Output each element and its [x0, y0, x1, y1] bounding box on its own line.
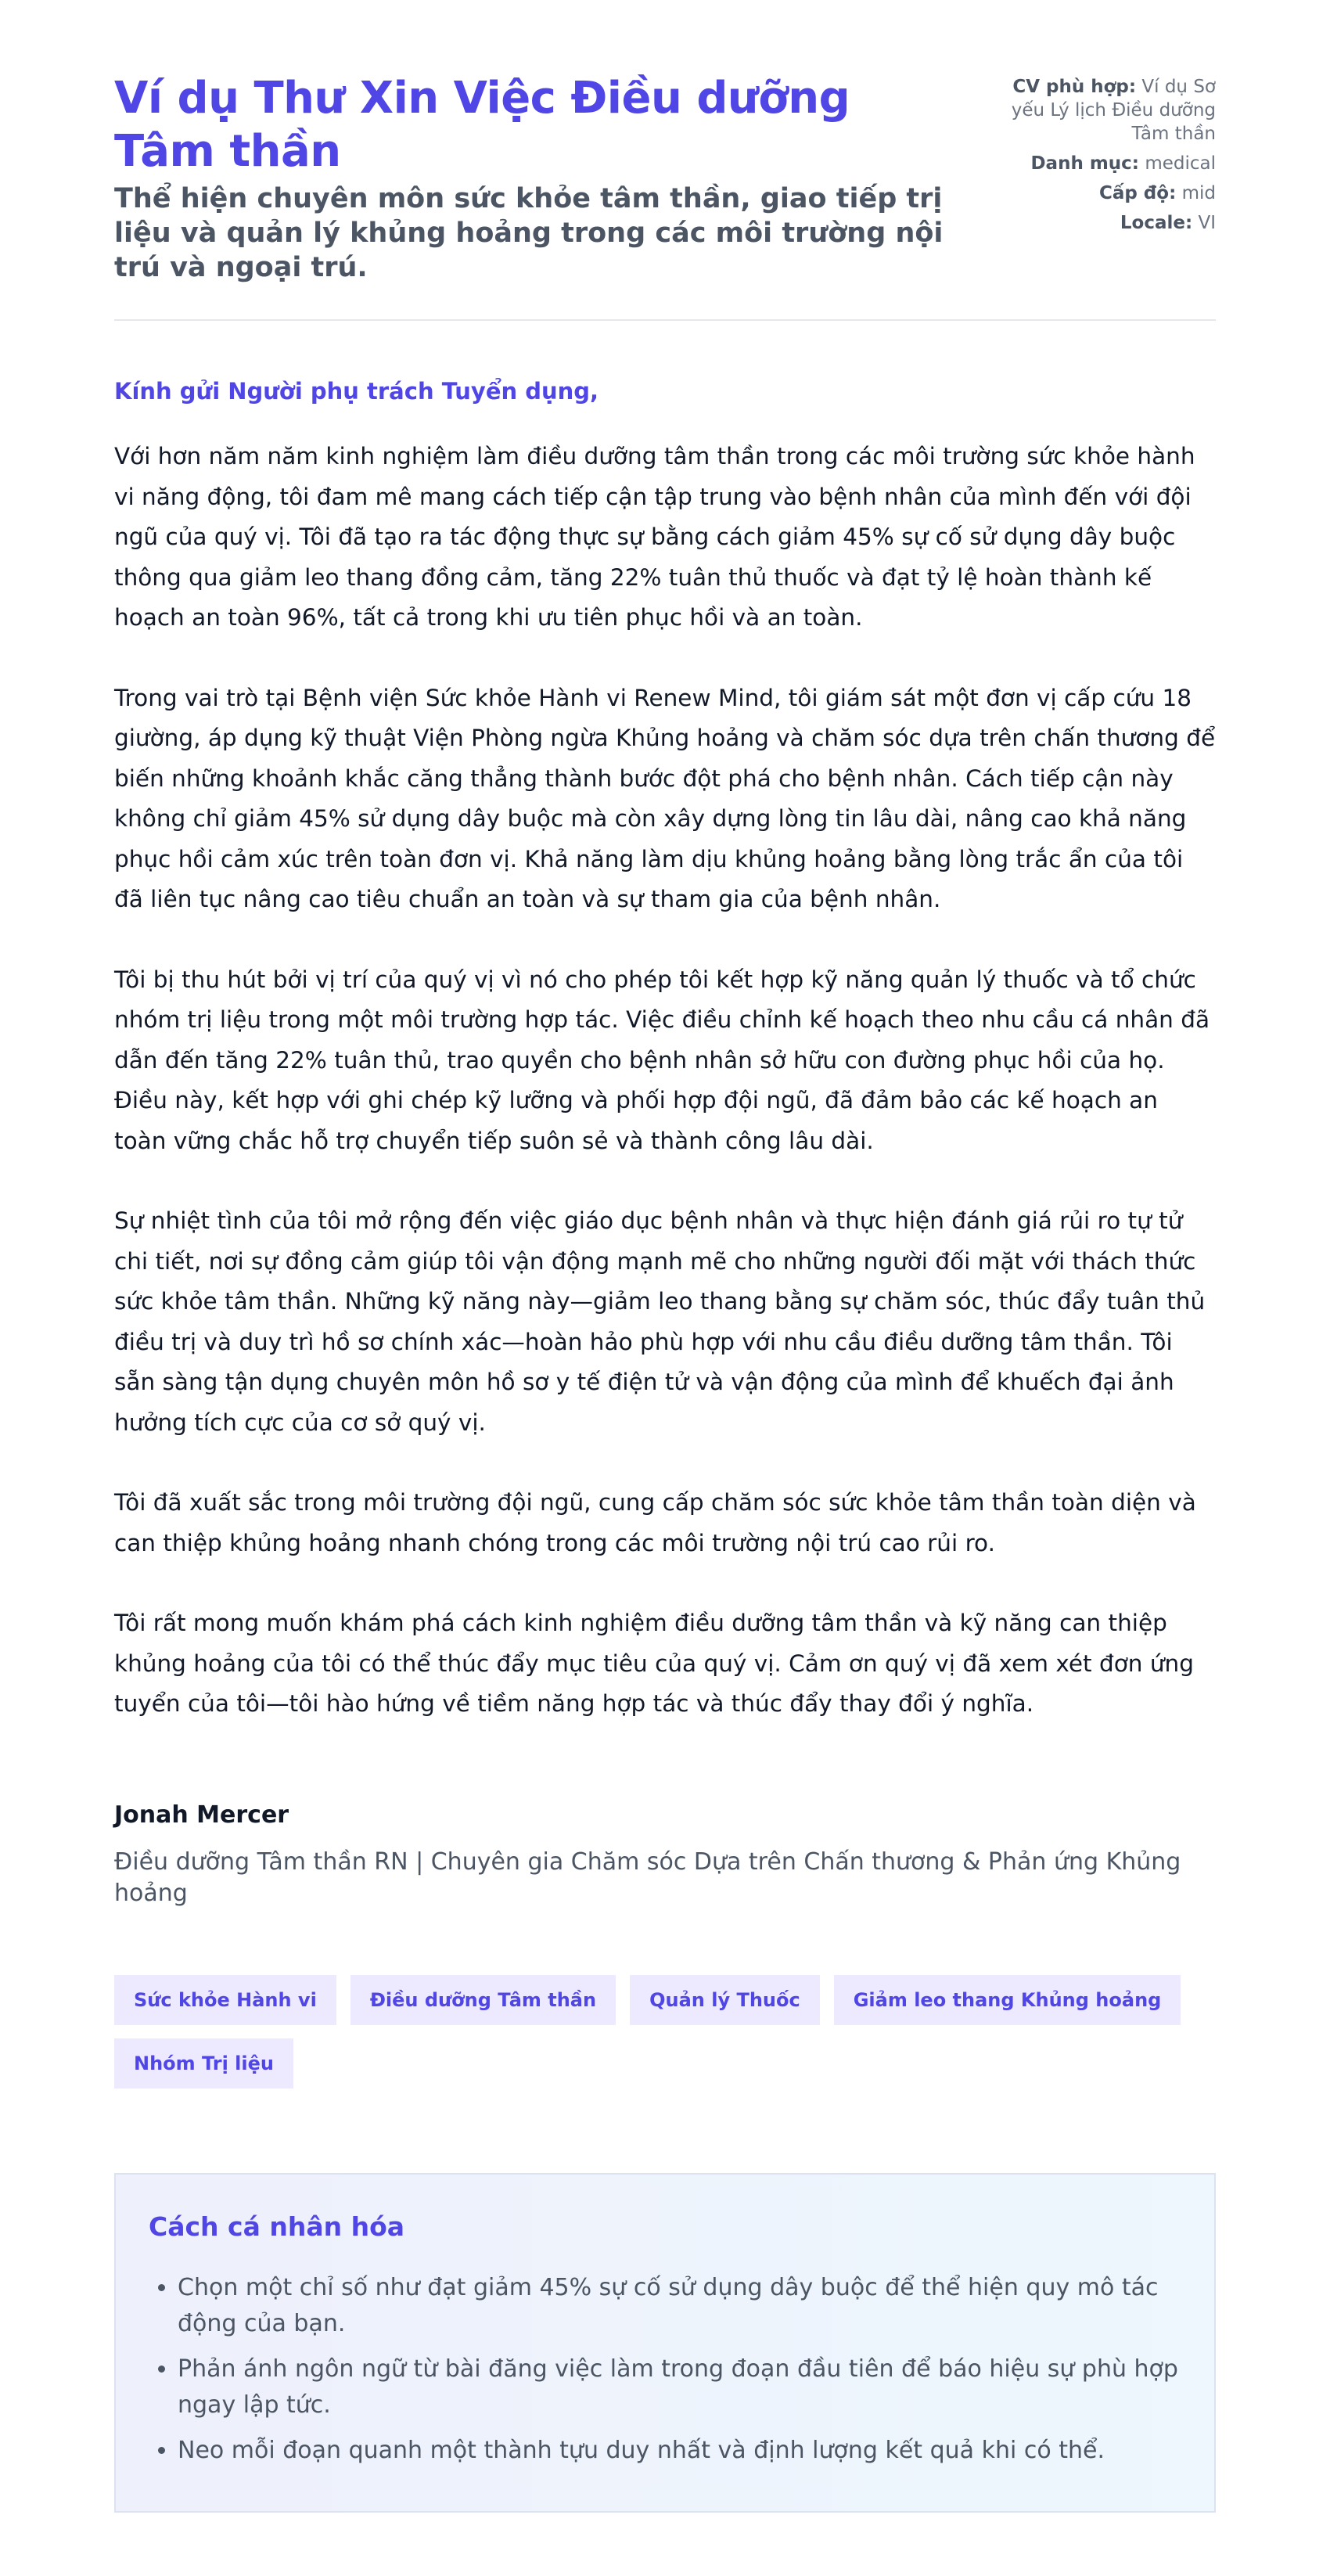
tip-item: • Chọn một chỉ số như đạt giảm 45% sự cố sử dụng dây buộc để thể hiện quy mô tác động của bạn.: [178, 2270, 1181, 2342]
meta-locale-label: Locale:: [1120, 213, 1193, 233]
page-title: Ví dụ Thư Xin Việc Điều dưỡng Tâm thần: [114, 73, 850, 177]
meta-category-label: Danh mục:: [1030, 153, 1139, 174]
meta-level-value: mid: [1181, 183, 1216, 203]
letter-paragraph: Với hơn năm năm kinh nghiệm làm điều dưỡng tâm thần trong các môi trường sức khỏe hành vi năng động, tôi đam mê mang cách tiếp cận tập trung vào bệnh nhân của mình đến với đội ngũ của quý vị. Tôi đã tạo ra tác động thực sự bằng cách giảm 45% sự cố sử dụng dây buộc thông qua giảm leo thang đồng cảm, tăng 22% tuân thủ thuốc và đạt tỷ lệ hoàn thành kế hoạch an toàn 96%, tất cả trong khi ưu tiên phục hồi và an toàn.: [114, 443, 1195, 631]
meta-cv: [981, 75, 1216, 146]
signature-block: [114, 1800, 1216, 1909]
signature-name: Jonah Mercer: [114, 1801, 289, 1829]
skill-tag[interactable]: Giảm leo thang Khủng hoảng: [834, 1975, 1181, 2025]
page-subtitle: Thể hiện chuyên môn sức khỏe tâm thần, giao tiếp trị liệu và quản lý khủng hoảng trong các môi trường nội trú và ngoại trú.: [114, 183, 944, 283]
letter-paragraph: Tôi bị thu hút bởi vị trí của quý vị vì nó cho phép tôi kết hợp kỹ năng quản lý thuốc và tổ chức nhóm trị liệu trong một môi trường hợp tác. Việc điều chỉnh kế hoạch theo nhu cầu cá nhân đã dẫn đến tăng 22% tuân thủ, trao quyền cho bệnh nhân sở hữu con đường phục hồi của họ. Điều này, kết hợp với ghi chép kỹ lưỡng và phối hợp đội ngũ, đã đảm bảo các kế hoạch an toàn vững chắc hỗ trợ chuyển tiếp suôn sẻ và thành công lâu dài.: [114, 966, 1210, 1154]
letter-greeting: Kính gửi Người phụ trách Tuyển dụng,: [114, 378, 599, 405]
skill-tag[interactable]: Điều dưỡng Tâm thần: [350, 1975, 616, 2025]
letter-paragraph: Sự nhiệt tình của tôi mở rộng đến việc giáo dục bệnh nhân và thực hiện đánh giá rủi ro tự tử chi tiết, nơi sự đồng cảm giúp tôi vận động mạnh mẽ cho những người đối mặt với thách thức sức khỏe tâm thần. Những kỹ năng này—giảm leo thang bằng sự chăm sóc, thúc đẩy tuân thủ điều trị và duy trì hồ sơ chính xác—hoàn hảo phù hợp với nhu cầu điều dưỡng tâm thần. Tôi sẵn sàng tận dụng chuyên môn hồ sơ y tế điện tử và vận động của mình để khuếch đại ảnh hưởng tích cực của cơ sở quý vị.: [114, 1207, 1206, 1436]
skill-tag[interactable]: Quản lý Thuốc: [630, 1975, 820, 2025]
page-header: [114, 72, 1216, 321]
meta-cv-label: CV phù hợp:: [1012, 77, 1137, 97]
tip-item: • Neo mỗi đoạn quanh một thành tựu duy nhất và định lượng kết quả khi có thể.: [178, 2433, 1181, 2469]
skill-tag[interactable]: Nhóm Trị liệu: [114, 2038, 293, 2089]
tips-title: Cách cá nhân hóa: [149, 2211, 405, 2242]
letter-paragraph: Tôi rất mong muốn khám phá cách kinh nghiệm điều dưỡng tâm thần và kỹ năng can thiệp khủng hoảng của tôi có thể thúc đẩy mục tiêu của quý vị. Cảm ơn quý vị đã xem xét đơn ứng tuyển của tôi—tôi hào hứng về tiềm năng hợp tác và thúc đẩy thay đổi ý nghĩa.: [114, 1610, 1194, 1717]
meta-category: [981, 152, 1216, 175]
meta-level: [981, 182, 1216, 205]
meta-level-label: Cấp độ:: [1098, 183, 1177, 203]
signature-title: Điều dưỡng Tâm thần RN | Chuyên gia Chăm sóc Dựa trên Chấn thương & Phản ứng Khủng hoảng: [114, 1847, 1181, 1907]
letter-paragraph: Trong vai trò tại Bệnh viện Sức khỏe Hành vi Renew Mind, tôi giám sát một đơn vị cấp cứu 18 giường, áp dụng kỹ thuật Viện Phòng ngừa Khủng hoảng và chăm sóc dựa trên chấn thương để biến những khoảnh khắc căng thẳng thành bước đột phá cho bệnh nhân. Cách tiếp cận này không chỉ giảm 45% sử dụng dây buộc mà còn xây dựng lòng tin lâu dài, nâng cao khả năng phục hồi cảm xúc trên toàn đơn vị. Khả năng làm dịu khủng hoảng bằng lòng trắc ẩn của tôi đã liên tục nâng cao tiêu chuẩn an toàn và sự tham gia của bệnh nhân.: [114, 684, 1216, 912]
tips-list: [149, 2270, 1181, 2469]
letter-body: [114, 376, 1216, 2513]
tip-item: • Phản ánh ngôn ngữ từ bài đăng việc làm trong đoạn đầu tiên để báo hiệu sự phù hợp ngay lập tức.: [178, 2351, 1181, 2423]
meta-category-value: medical: [1145, 153, 1216, 174]
header-title-block: [114, 72, 944, 285]
meta-panel: [981, 72, 1216, 241]
letter-paragraph: Tôi đã xuất sắc trong môi trường đội ngũ, cung cấp chăm sóc sức khỏe tâm thần toàn diện và can thiệp khủng hoảng nhanh chóng trong các môi trường nội trú cao rủi ro.: [114, 1489, 1196, 1556]
skill-tags: [114, 1975, 1216, 2089]
skill-tag[interactable]: Sức khỏe Hành vi: [114, 1975, 336, 2025]
personalization-tips-box: [114, 2173, 1216, 2513]
cover-letter-page: [114, 0, 1216, 2513]
meta-locale-value: VI: [1198, 213, 1216, 233]
meta-locale: [981, 211, 1216, 235]
meta-cv-value[interactable]: Ví dụ Sơ yếu Lý lịch Điều dưỡng Tâm thần: [1011, 77, 1216, 144]
